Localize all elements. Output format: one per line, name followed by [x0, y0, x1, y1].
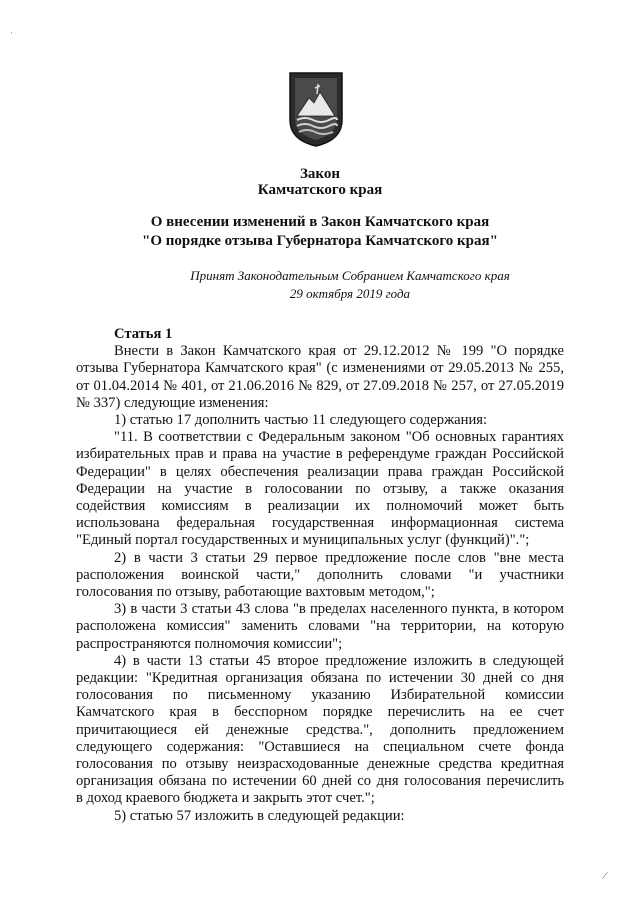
text-line: отзыва Губернатора Камчатского края" (с изменениями от 29.05.2013 № 255, [76, 360, 564, 377]
text-line: "Единый портал государственных и муниципальных услуг (функций)"."; [76, 532, 530, 549]
text-line: распространяются полномочия комиссии"; [76, 635, 343, 652]
text-line: Камчатского края в бесспорном порядке перечислить на ее счет [76, 704, 564, 721]
text-line: следующего содержания: "Оставшиеся на специальном счете фонда [76, 738, 564, 755]
text-line: голосования по отзыву, работающие вахтовым методом,"; [76, 584, 435, 601]
text-line: причитающиеся ей денежные средства.", дополнить предложением [76, 721, 564, 738]
adoption-date: 29 октября 2019 года [289, 286, 411, 301]
text-line: 5) статью 57 изложить в следующей редакции: [114, 807, 405, 824]
kamchatka-coat-of-arms-icon [287, 70, 345, 148]
text-line: в доход краевого бюджета и закрыть этот счет."; [76, 790, 375, 807]
text-line: "11. В соответствии с Федеральным законом "Об основных гарантиях [114, 429, 564, 446]
law-subtitle-line2: "О порядке отзыва Губернатора Камчатского края" [142, 233, 498, 249]
scan-mark: · [10, 28, 13, 38]
law-region: Камчатского края [257, 182, 383, 198]
adoption-note: Принят Законодательным Собранием Камчатского края [190, 268, 510, 283]
text-line: 3) в части 3 статьи 43 слова "в пределах населенного пункта, в котором [114, 601, 564, 618]
text-line: расположения воинской части," дополнить словами "и участники [76, 566, 564, 583]
text-line: редакции: "Кредитная организация обязана по истечении 30 дней со дня [76, 670, 564, 687]
text-line: 2) в части 3 статьи 29 первое предложение после слов "вне места [114, 549, 564, 566]
text-line: № 337) следующие изменения: [76, 394, 269, 411]
text-line: голосования по письменному указанию Избирательной комиссии [76, 687, 564, 704]
text-line: организация обязана по истечении 60 дней со дня голосования перечислить [76, 773, 564, 790]
text-line: содействия комиссиям в реализации их полномочий может быть [76, 498, 564, 515]
text-line: Федерации" в целях обеспечения реализации права граждан Российской [76, 463, 564, 480]
text-line: Федерации на участие в голосовании по отзыву, а также оказания [76, 480, 564, 497]
text-line: от 01.04.2014 № 401, от 21.06.2016 № 829, от 27.09.2018 № 257, от 27.05.2019 [76, 377, 564, 394]
text-line: избирательных прав и права на участие в референдуме граждан Российской [76, 446, 564, 463]
scan-mark: ⁄ [604, 870, 606, 882]
text-line: голосования по отзыву неизрасходованные денежные средства кредитная [76, 756, 564, 773]
text-line: 1) статью 17 дополнить частью 11 следующего содержания: [114, 412, 488, 429]
text-line: Внести в Закон Камчатского края от 29.12.2012 № 199 "О порядке [114, 343, 564, 360]
article-body [76, 326, 564, 825]
law-subtitle-line1: О внесении изменений в Закон Камчатского края [150, 214, 490, 230]
text-line: 4) в части 13 статьи 45 второе предложение изложить в следующей [114, 652, 564, 669]
article-heading: Статья 1 [114, 326, 173, 342]
article-text [76, 343, 564, 825]
text-line: расположена комиссия" заменить словами "на территории, на которую [76, 618, 564, 635]
law-title: Закон [299, 166, 340, 182]
text-line: использована федеральная государственная информационная система [76, 515, 564, 532]
